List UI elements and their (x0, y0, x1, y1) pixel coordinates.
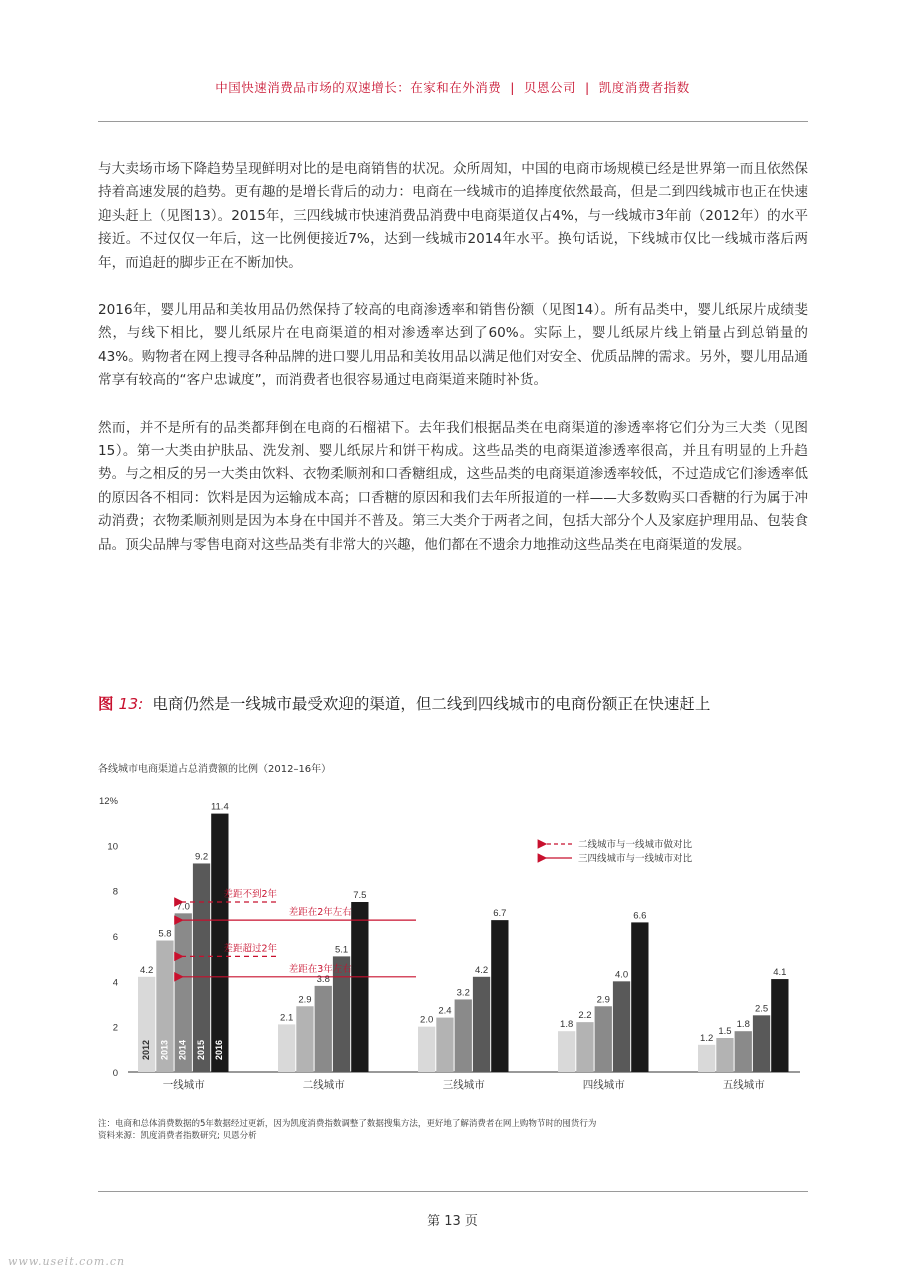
legend-label: 二线城市与一线城市做对比 (578, 839, 693, 851)
y-tick-label: 12% (98, 796, 118, 807)
legend-label: 三四线城市与一线城市对比 (578, 853, 693, 865)
chart-subtitle: 各线城市电商渠道占总消费额的比例（2012–16年） (98, 764, 332, 775)
bar-2012 (418, 1027, 435, 1072)
header-index: 凯度消费者指数 (598, 80, 690, 95)
data-label: 9.2 (194, 851, 209, 863)
figure-title (98, 692, 808, 714)
bar-2014 (595, 1006, 612, 1072)
header-separator: | (510, 80, 515, 95)
gap-annotation: 差距不到2年 (223, 889, 278, 900)
bar-2016 (351, 902, 368, 1072)
data-label: 2.9 (596, 994, 610, 1006)
series-year-label: 2015 (195, 1039, 206, 1061)
x-category-label: 五线城市 (722, 1079, 765, 1091)
chart-notes (98, 1118, 596, 1142)
data-label: 4.2 (140, 964, 154, 976)
chart-note: 注：电商和总体消费数据的5年数据经过更新，因为凯度消费指数调整了数据搜集方法，更好地了解消费者在网上购物节时的囤货行为 (98, 1119, 597, 1129)
paragraph-3: 然而，并不是所有的品类都拜倒在电商的石榴裙下。去年我们根据品类在电商渠道的渗透率将它们分为三大类（见图15）。第一大类由护肤品、洗发剂、婴儿纸尿片和饼干构成。这些品类的电商渠道渗透率很高，并且有明显的上升趋势。与之相反的另一大类由饮料、衣物柔顺剂和口香糖组成，这些品类的电商渠道渗透率较低，不过造成它们渗透率低的原因各不相同：饮料是因为运输成本高；口香糖的原因和我们去年所报道的一样——大多数购买口香糖的行为属于冲动消费；衣物柔顺剂则是因为本身在中国并不普及。第三大类介于两者之间，包括大部分个人及家庭护理用品、包装食品。顶尖品牌与零售电商对这些品类有非常大的兴趣，他们都在不遗余力地推动这些品类在电商渠道的发展。 (98, 419, 808, 553)
y-tick-label: 6 (112, 932, 118, 943)
figure-title-text: 电商仍然是一线城市最受欢迎的渠道，但二线到四线城市的电商份额正在快速赶上 (152, 695, 711, 713)
figure-number: 13: (118, 695, 144, 713)
y-tick-label: 0 (112, 1068, 118, 1079)
y-tick-label: 4 (112, 977, 118, 989)
header-rule (98, 121, 808, 122)
x-category-label: 一线城市 (162, 1079, 205, 1091)
y-tick-label: 10 (107, 841, 118, 853)
chart-source: 资料来源：凯度消费者指数研究; 贝恩分析 (98, 1131, 257, 1141)
bar-2014 (735, 1031, 752, 1072)
bar-2013 (296, 1006, 313, 1072)
data-label: 11.4 (210, 801, 229, 813)
data-label: 2.4 (438, 1005, 452, 1017)
page-number: 第 13 页 (427, 1214, 478, 1229)
paragraph-1: 与大卖场市场下降趋势呈现鲜明对比的是电商销售的状况。众所周知，中国的电商市场规模已经是世界第一而且依然保持着高速发展的趋势。更有趣的是增长背后的动力：电商在一线城市的追捧度依然最高，但是二到四线城市也正在快速迎头赶上（见图13）。2015年，三四线城市快速消费品消费中电商渠道仅占4%，与一线城市3年前（2012年）的水平接近。不过仅仅一年后，这一比例便接近7%，达到一线城市2014年水平。换句话说，下线城市仅比一线城市落后两年，而追赶的脚步正在不断加快。 (98, 161, 808, 271)
bar-chart (0, 780, 905, 1110)
data-label: 2.5 (754, 1003, 769, 1015)
data-label: 6.7 (493, 908, 507, 920)
data-label: 2.1 (280, 1012, 294, 1024)
data-label: 2.9 (298, 994, 312, 1006)
data-label: 1.8 (560, 1019, 574, 1031)
bar-2016 (491, 920, 508, 1072)
bar-2014 (455, 999, 472, 1072)
bar-2016 (631, 922, 648, 1072)
y-tick-label: 8 (112, 886, 118, 898)
bar-2015 (753, 1015, 770, 1072)
data-label: 7.5 (353, 890, 367, 901)
bar-2016 (771, 979, 788, 1072)
data-label: 7.0 (176, 901, 190, 913)
bar-2014 (315, 986, 332, 1072)
data-label: 6.6 (633, 910, 647, 922)
x-category-label: 四线城市 (582, 1079, 625, 1091)
header-title: 中国快速消费品市场的双速增长：在家和在外消费 (215, 80, 502, 95)
data-label: 5.1 (334, 944, 349, 956)
gap-annotation: 差距超过2年 (223, 943, 278, 955)
gap-annotation: 差距在3年左右 (288, 963, 352, 975)
bar-2015 (473, 977, 490, 1072)
bar-2013 (436, 1018, 453, 1072)
data-label: 2.2 (578, 1010, 592, 1022)
series-year-label: 2012 (141, 1039, 152, 1061)
data-label: 3.8 (316, 973, 330, 985)
data-label: 3.2 (456, 987, 470, 999)
data-label: 5.8 (158, 928, 172, 940)
body-text (98, 158, 808, 581)
data-label: 4.0 (614, 969, 629, 981)
y-tick-label: 2 (112, 1022, 118, 1034)
watermark: www.useit.com.cn (8, 1255, 126, 1268)
paragraph-2: 2016年，婴儿用品和美妆用品仍然保持了较高的电商渗透率和销售份额（见图14）。所有品类中，婴儿纸尿片成绩斐然，与线下相比，婴儿纸尿片在电商渠道的相对渗透率达到了60%。实际上，婴儿纸尿片线上销量占到总销量的43%。购物者在网上搜寻各种品牌的进口婴儿用品和美妆用品以满足他们对安全、优质品牌的需求。另外，婴儿用品通常享有较高的“客户忠诚度”，而消费者也很容易通过电商渠道来随时补货。 (98, 302, 808, 389)
header-separator-2: | (585, 80, 590, 95)
data-label: 4.2 (474, 964, 489, 976)
data-label: 2.0 (420, 1014, 434, 1026)
x-category-label: 二线城市 (302, 1079, 345, 1091)
data-label: 1.5 (718, 1026, 732, 1037)
series-year-label: 2013 (159, 1039, 170, 1061)
data-label: 4.1 (773, 967, 787, 979)
bar-2013 (716, 1038, 733, 1072)
x-category-label: 三线城市 (442, 1079, 485, 1091)
bar-2015 (613, 981, 630, 1072)
figure-label: 图 (98, 695, 114, 713)
series-year-label: 2016 (214, 1039, 225, 1061)
data-label: 1.8 (736, 1019, 750, 1031)
header-company: 贝恩公司 (523, 80, 576, 95)
footer-rule (98, 1191, 808, 1192)
bar-2013 (576, 1022, 593, 1072)
bar-2012 (558, 1031, 575, 1072)
bar-2012 (278, 1024, 295, 1072)
bar-2012 (698, 1045, 715, 1072)
page-header (0, 78, 905, 96)
gap-annotation: 差距在2年左右 (288, 907, 352, 919)
data-label: 1.2 (700, 1032, 714, 1044)
series-year-label: 2014 (177, 1039, 188, 1061)
